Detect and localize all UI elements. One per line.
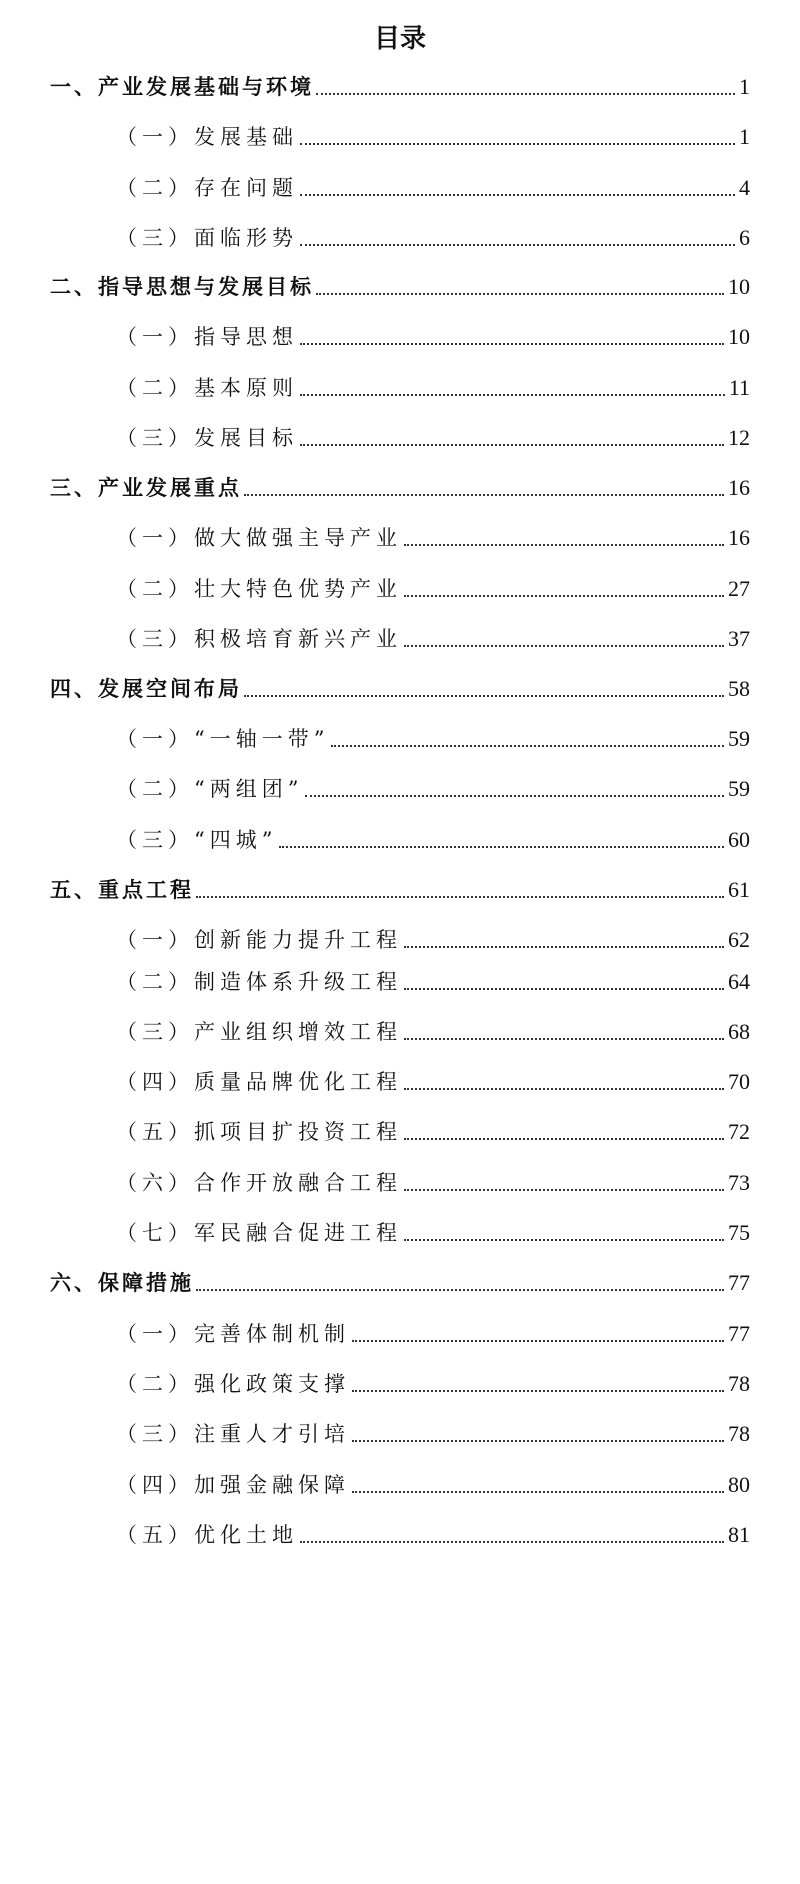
toc-page-number: 70 — [728, 1069, 750, 1094]
toc-page-number: 16 — [728, 475, 750, 500]
toc-section-2-2[interactable] — [0, 369, 800, 403]
toc-page-number: 75 — [728, 1220, 750, 1245]
dot-leader — [300, 244, 735, 246]
toc-entry-label: 六、保障措施 — [50, 1270, 194, 1295]
dot-leader — [316, 93, 735, 95]
toc-page-number: 78 — [728, 1371, 750, 1396]
toc-chapter-4[interactable] — [0, 670, 800, 704]
toc-section-5-2[interactable] — [0, 963, 800, 997]
toc-entry-label: （二）“两组团” — [116, 777, 304, 801]
dot-leader — [404, 946, 724, 948]
toc-page-number: 16 — [728, 525, 750, 550]
dot-leader — [404, 1038, 724, 1040]
toc-section-6-5[interactable] — [0, 1516, 800, 1550]
toc-page-number: 4 — [739, 175, 750, 200]
toc-entry-label: （二）基本原则 — [116, 376, 298, 400]
toc-section-3-2[interactable] — [0, 570, 800, 604]
toc-entry-label: 二、指导思想与发展目标 — [50, 274, 314, 299]
toc-entry-label: （四）质量品牌优化工程 — [116, 1070, 402, 1094]
toc-section-6-3[interactable] — [0, 1415, 800, 1449]
toc-section-5-7[interactable] — [0, 1214, 800, 1248]
toc-entry-label: （二）存在问题 — [116, 176, 298, 200]
toc-entry-label: （七）军民融合促进工程 — [116, 1221, 402, 1245]
dot-leader — [404, 645, 724, 647]
toc-page-number: 77 — [728, 1270, 750, 1295]
dot-leader — [196, 896, 724, 898]
toc-chapter-3[interactable] — [0, 469, 800, 503]
toc-page-number: 59 — [728, 776, 750, 801]
page-title: 目录 — [373, 24, 426, 54]
dot-leader — [404, 1138, 724, 1140]
toc-section-4-3[interactable] — [0, 821, 800, 855]
toc-section-2-3[interactable] — [0, 419, 800, 453]
dot-leader — [316, 293, 724, 295]
dot-leader — [404, 1239, 724, 1241]
toc-page-number: 1 — [739, 74, 750, 99]
dot-leader — [404, 595, 724, 597]
toc-page-number: 68 — [728, 1019, 750, 1044]
dot-leader — [352, 1340, 724, 1342]
dot-leader — [300, 143, 735, 145]
dot-leader — [279, 846, 724, 848]
toc-section-3-3[interactable] — [0, 620, 800, 654]
dot-leader — [196, 1289, 724, 1291]
toc-page-number: 58 — [728, 676, 750, 701]
toc-section-4-1[interactable] — [0, 720, 800, 754]
toc-entry-label: （一）指导思想 — [116, 325, 298, 349]
toc-page-number: 59 — [728, 726, 750, 751]
toc-entry-label: （三）面临形势 — [116, 226, 298, 250]
toc-entry-label: （五）优化土地 — [116, 1523, 298, 1547]
toc-page-number: 1 — [739, 124, 750, 149]
toc-chapter-5[interactable] — [0, 871, 800, 905]
toc-entry-label: （六）合作开放融合工程 — [116, 1171, 402, 1195]
dot-leader — [352, 1491, 724, 1493]
toc-entry-label: （二）壮大特色优势产业 — [116, 577, 402, 601]
dot-leader — [300, 444, 724, 446]
toc-section-6-4[interactable] — [0, 1466, 800, 1500]
toc-entry-label: （五）抓项目扩投资工程 — [116, 1120, 402, 1144]
toc-page-number: 72 — [728, 1119, 750, 1144]
toc-section-3-1[interactable] — [0, 519, 800, 553]
toc-entry-label: （二）强化政策支撑 — [116, 1372, 350, 1396]
toc-section-1-3[interactable] — [0, 219, 800, 253]
toc-entry-label: （一）创新能力提升工程 — [116, 928, 402, 952]
toc-entry-label: （三）注重人才引培 — [116, 1422, 350, 1446]
dot-leader — [300, 1541, 724, 1543]
toc-entry-label: （四）加强金融保障 — [116, 1473, 350, 1497]
toc-chapter-2[interactable] — [0, 268, 800, 302]
toc-entry-label: 一、产业发展基础与环境 — [50, 74, 314, 99]
toc-page-number: 81 — [728, 1522, 750, 1547]
toc-section-1-2[interactable] — [0, 169, 800, 203]
toc-page-number: 6 — [739, 225, 750, 250]
toc-chapter-1[interactable] — [0, 68, 800, 102]
toc-section-4-2[interactable] — [0, 770, 800, 804]
dot-leader — [404, 1088, 724, 1090]
toc-page-number: 73 — [728, 1170, 750, 1195]
toc-page-number: 78 — [728, 1421, 750, 1446]
toc-entry-label: （一）完善体制机制 — [116, 1322, 350, 1346]
toc-page-number: 12 — [728, 425, 750, 450]
dot-leader — [404, 1189, 724, 1191]
toc-page-number: 10 — [728, 274, 750, 299]
toc-page-number: 77 — [728, 1321, 750, 1346]
toc-section-6-2[interactable] — [0, 1365, 800, 1399]
toc-entry-label: 三、产业发展重点 — [50, 475, 242, 500]
toc-entry-label: （三）“四城” — [116, 828, 278, 852]
toc-chapter-6[interactable] — [0, 1264, 800, 1298]
toc-section-5-5[interactable] — [0, 1113, 800, 1147]
toc-section-5-4[interactable] — [0, 1063, 800, 1097]
toc-entry-label: （一）做大做强主导产业 — [116, 526, 402, 550]
toc-section-6-1[interactable] — [0, 1315, 800, 1349]
toc-page-number: 11 — [728, 375, 750, 400]
dot-leader — [305, 795, 724, 797]
toc-section-2-1[interactable] — [0, 318, 800, 352]
toc-page-number: 61 — [728, 877, 750, 902]
toc-page-number: 62 — [728, 927, 750, 952]
dot-leader — [300, 194, 735, 196]
toc-entry-label: （三）产业组织增效工程 — [116, 1020, 402, 1044]
toc-entry-label: （三）发展目标 — [116, 426, 298, 450]
toc-entry-label: 四、发展空间布局 — [50, 676, 242, 701]
toc-page-number: 37 — [728, 626, 750, 651]
toc-section-5-6[interactable] — [0, 1164, 800, 1198]
toc-section-5-3[interactable] — [0, 1013, 800, 1047]
toc-entry-label: （三）积极培育新兴产业 — [116, 627, 402, 651]
toc-entry-label: （一）“一轴一带” — [116, 727, 330, 751]
dot-leader — [404, 988, 724, 990]
toc-section-1-1[interactable] — [0, 118, 800, 152]
dot-leader — [352, 1440, 724, 1442]
dot-leader — [300, 343, 724, 345]
toc-entry-label: （二）制造体系升级工程 — [116, 970, 402, 994]
dot-leader — [352, 1390, 724, 1392]
dot-leader — [331, 745, 724, 747]
toc-section-5-1[interactable] — [0, 921, 800, 955]
dot-leader — [404, 544, 724, 546]
toc-entry-label: （一）发展基础 — [116, 125, 298, 149]
toc-page-number: 64 — [728, 969, 750, 994]
toc-page-number: 27 — [728, 576, 750, 601]
dot-leader — [244, 494, 724, 496]
toc-page-number: 60 — [728, 827, 750, 852]
toc-entry-label: 五、重点工程 — [50, 877, 194, 902]
toc-page-number: 10 — [728, 324, 750, 349]
toc-page-number: 80 — [728, 1472, 750, 1497]
dot-leader — [244, 695, 724, 697]
dot-leader — [300, 394, 725, 396]
